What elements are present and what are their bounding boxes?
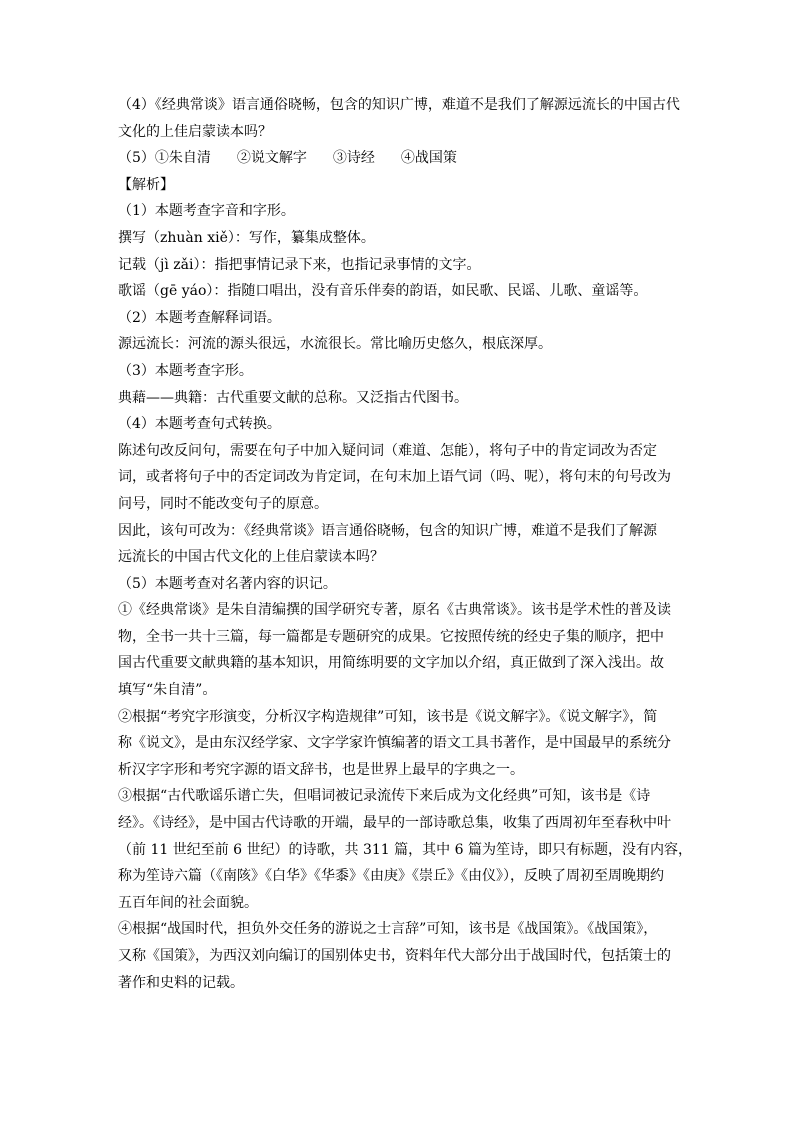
- text-line: （4）《经典常谈》语言通俗晓畅，包含的知识广博，难道不是我们了解源远流长的中国古代: [118, 97, 680, 113]
- text-line: ②根据“考究字形演变，分析汉字构造规律”可知，该书是《说文解字》。《说文解字》，简: [118, 708, 658, 725]
- text-line: 国古代重要文献典籍的基本知识，用简练明要的文字加以介绍，真正做到了深入浅出。故: [118, 655, 664, 672]
- text-line: 记载（jì zǎi）：指把事情记录下来，也指记录事情的文字。: [118, 256, 481, 273]
- text-line: （4）本题考查句式转换。: [118, 416, 281, 433]
- text-line: 远流长的中国古代文化的上佳启蒙读本吗？: [118, 549, 384, 566]
- text-line: 陈述句改反问句，需要在句子中加入疑问词（难道、怎能），将句子中的肯定词改为否定: [118, 442, 657, 459]
- analysis-heading: 【解析】: [118, 176, 174, 193]
- text-line: 文化的上佳启蒙读本吗？: [118, 123, 272, 140]
- text-line: 析汉字字形和考究字源的语文辞书，也是世界上最早的字典之一。: [118, 761, 524, 778]
- text-line: 典藉——典籍：古代重要文献的总称。又泛指古代图书。: [118, 389, 468, 406]
- text-line: 称为笙诗六篇（《南陔》《白华》《华黍》《由庚》《崇丘》《由仪》），反映了周初至周晚期约: [118, 868, 664, 885]
- answer-5-item-4: ④战国策: [400, 150, 457, 167]
- text-line: 问号，同时不能改变句子的原意。: [118, 495, 328, 512]
- text-line: 词，或者将句子中的否定词改为肯定词，在句末加上语气词（吗、呢），将句末的句号改为: [118, 469, 671, 486]
- text-line: 经》。《诗经》，是中国古代诗歌的开端，最早的一部诗歌总集，收集了西周初年至春秋中叶: [118, 815, 671, 832]
- answer-5-line: [118, 145, 678, 172]
- text-line: ④根据“战国时代，担负外交任务的游说之士言辞”可知，该书是《战国策》。《战国策》，: [118, 921, 658, 938]
- text-line: ③根据“古代歌谣乐谱亡失，但唱词被记录流传下来后成为文化经典”可知，该书是《诗: [118, 788, 651, 805]
- text-line: 又称《国策》，为西汉刘向编订的国别体史书，资料年代大部分出于战国时代，包括策士的: [118, 948, 671, 964]
- text-line: 源远流长：河流的源头很远，水流很长。常比喻历史悠久，根底深厚。: [118, 336, 552, 353]
- document-page: [118, 92, 692, 996]
- text-line: 填写“朱自清”。: [118, 682, 217, 699]
- answer-5-item-1: ①朱自清: [154, 150, 211, 167]
- text-line: ①《经典常谈》是朱自清编撰的国学研究专著，原名《古典常谈》。该书是学术性的普及读: [118, 602, 671, 619]
- text-line: 物，全书一共十三篇，每一篇都是专题研究的成果。它按照传统的经史子集的顺序，把中: [118, 628, 664, 645]
- text-line: 歌谣（gē yáo）：指随口唱出，没有音乐伴奏的韵语，如民歌、民谣、儿歌、童谣等。: [118, 283, 648, 300]
- text-line: 著作和史料的记载。: [118, 974, 244, 991]
- text-line: （前 11 世纪至前 6 世纪）的诗歌，共 311 篇，其中 6 篇为笙诗，即只有标题，没有内容，: [118, 841, 692, 858]
- text-line: 因此，该句可改为：《经典常谈》语言通俗晓畅，包含的知识广博，难道不是我们了解源: [118, 522, 657, 539]
- answer-5-item-3: ③诗经: [332, 150, 375, 167]
- text-line: （3）本题考查字形。: [118, 362, 253, 379]
- text-line: 撰写（zhuàn xiě）：写作，纂集成整体。: [118, 229, 375, 246]
- text-line: （2）本题考查解释词语。: [118, 309, 281, 326]
- text-line: 称《说文》，是由东汉经学家、文字学家许慎编著的语文工具书著作，是中国最早的系统分: [118, 735, 671, 752]
- text-line: 五百年间的社会面貌。: [118, 894, 258, 911]
- text-line: （5）本题考查对名著内容的识记。: [118, 575, 337, 592]
- answer-5-prefix: （5）: [118, 150, 155, 167]
- answer-5-item-2: ②说文解字: [236, 150, 307, 167]
- text-line: （1）本题考查字音和字形。: [118, 203, 295, 220]
